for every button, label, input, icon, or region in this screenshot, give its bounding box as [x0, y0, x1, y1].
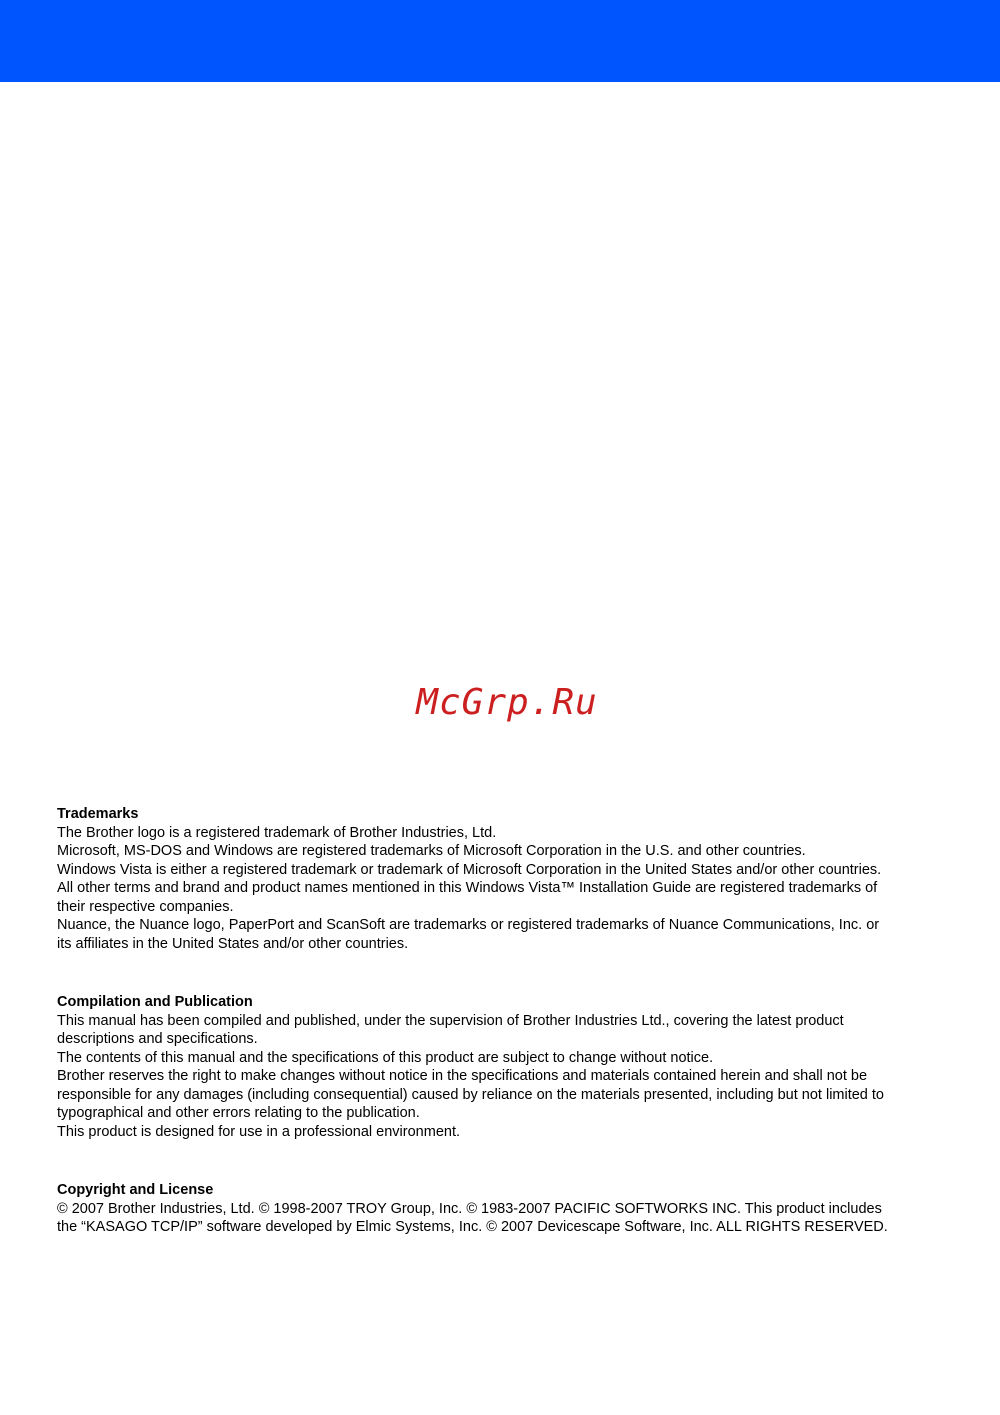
paragraph: All other terms and brand and product names mentioned in this Windows Vista™ Installation Guide are registered trademarks of their respective companies. [57, 880, 878, 915]
paragraph: The contents of this manual and the specifications of this product are subject to change without notice. [57, 1049, 714, 1066]
header-band [0, 0, 1000, 82]
paragraph: Windows Vista is either a registered trademark or trademark of Microsoft Corporation in the United States and/or other countries. [57, 861, 882, 878]
paragraph: Brother reserves the right to make changes without notice in the specifications and materials contained herein and shall not be responsible for any damages (including consequential) caused by reliance on the materials presented, including but not limited to typographical and other errors relating to the publication. [57, 1068, 884, 1121]
watermark-text: McGrp.Ru [416, 682, 598, 723]
section-title: Trademarks [57, 806, 139, 822]
trademarks-section [57, 805, 893, 953]
paragraph: This product is designed for use in a professional environment. [57, 1123, 460, 1140]
copyright-section [57, 1181, 893, 1237]
compilation-section [57, 993, 893, 1141]
section-title: Compilation and Publication [57, 994, 253, 1010]
paragraph: © 2007 Brother Industries, Ltd. © 1998-2007 TROY Group, Inc. © 1983-2007 PACIFIC SOFTWORKS INC. This product includes the “KASAGO TCP/IP” software developed by Elmic Systems, Inc. © 2007 Devicescape Software, Inc. ALL RIGHTS RESERVED. [57, 1200, 888, 1235]
legal-notices [57, 805, 893, 1277]
section-title: Copyright and License [57, 1182, 214, 1198]
paragraph: Microsoft, MS-DOS and Windows are registered trademarks of Microsoft Corporation in the U.S. and other countries. [57, 843, 806, 859]
paragraph: This manual has been compiled and published, under the supervision of Brother Industries Ltd., covering the latest product descriptions and specifications. [57, 1012, 844, 1047]
paragraph: Nuance, the Nuance logo, PaperPort and ScanSoft are trademarks or registered trademarks of Nuance Communications, Inc. or its affiliates in the United States and/or other countries. [57, 917, 880, 952]
paragraph: The Brother logo is a registered trademark of Brother Industries, Ltd. [57, 824, 497, 841]
